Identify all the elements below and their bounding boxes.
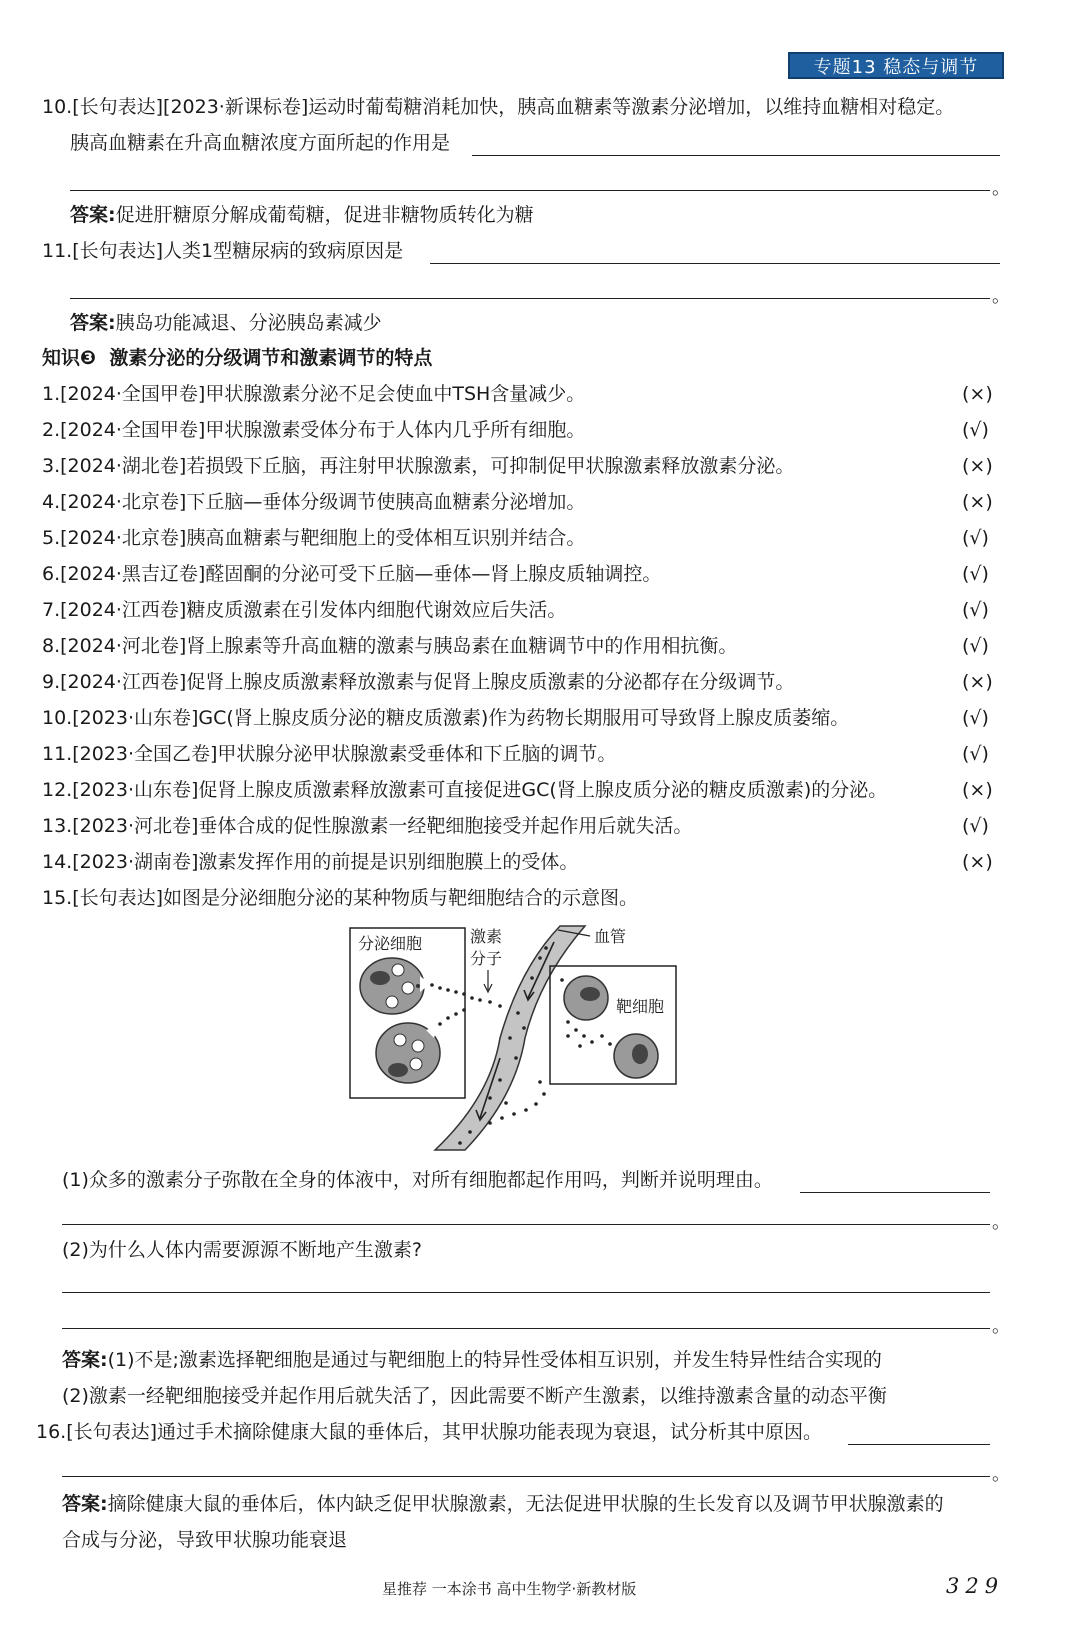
q15-sub2: (2)为什么人体内需要源源不断地产生激素?: [62, 1239, 422, 1261]
q16-end-mark: 。: [992, 1464, 1010, 1485]
q15-answer-text-1: (1)不是;激素选择靶细胞是通过与靶细胞上的特异性受体相互识别，并发生特异性结合实现的: [107, 1349, 882, 1371]
section-heading: [42, 346, 432, 370]
q15-stem: 15.[长句表达]如图是分泌细胞分泌的某种物质与靶细胞结合的示意图。: [42, 887, 639, 909]
judgment-mark: (√): [962, 743, 989, 765]
q15-sub2-blank-2[interactable]: [62, 1328, 990, 1329]
judgment-mark: (√): [962, 635, 989, 657]
vessel-label: 血管: [594, 927, 627, 946]
secretory-cell-icon: [376, 1023, 440, 1083]
q10-answer-blank-1[interactable]: [472, 155, 1000, 156]
secretory-cell-label: 分泌细胞: [358, 934, 423, 953]
q10-long-line1: 10.[长句表达][2023·新课标卷]运动时葡萄糖消耗加快，胰高血糖素等激素分泌增加，以维持血糖相对稳定。: [42, 96, 955, 118]
q11-end-mark: 。: [992, 286, 1010, 307]
q16-answer-label: 答案:: [62, 1493, 108, 1515]
judgment-mark: (√): [962, 419, 989, 441]
target-cell-icon: [564, 976, 608, 1020]
judgment-item: 10.[2023·山东卷]GC(肾上腺皮质分泌的糖皮质激素)作为药物长期服用可导致肾上腺皮质萎缩。: [42, 707, 850, 729]
judgment-item: 12.[2023·山东卷]促肾上腺皮质激素释放激素可直接促进GC(肾上腺皮质分泌的糖皮质激素)的分泌。: [42, 779, 888, 801]
target-cell-icon: [614, 1034, 658, 1078]
q16-answer-2: 合成与分泌，导致甲状腺功能衰退: [62, 1529, 348, 1551]
q15-sub1: (1)众多的激素分子弥散在全身的体液中，对所有细胞都起作用吗，判断并说明理由。: [62, 1169, 773, 1191]
q10-answer-label: 答案:: [70, 204, 116, 226]
judgment-mark: (×): [962, 455, 993, 477]
judgment-mark: (√): [962, 707, 989, 729]
q10-answer-blank-2[interactable]: [70, 190, 990, 191]
judgment-item: 1.[2024·全国甲卷]甲状腺激素分泌不足会使血中TSH含量减少。: [42, 383, 586, 405]
hormone-label-line2: 分子: [470, 949, 503, 968]
judgment-item: 11.[2023·全国乙卷]甲状腺分泌甲状腺激素受垂体和下丘脑的调节。: [42, 743, 617, 765]
q11-answer: [70, 311, 382, 335]
q11-answer-text: 胰岛功能减退、分泌胰岛素减少: [115, 312, 382, 334]
judgment-mark: (√): [962, 599, 989, 621]
judgment-mark: (√): [962, 527, 989, 549]
hormone-target-diagram: [340, 918, 720, 1154]
judgment-item: 8.[2024·河北卷]肾上腺素等升高血糖的激素与胰岛素在血糖调节中的作用相抗衡。: [42, 635, 738, 657]
judgment-item: 7.[2024·江西卷]糖皮质激素在引发体内细胞代谢效应后失活。: [42, 599, 567, 621]
section-label: 知识❸: [42, 347, 97, 369]
q15-sub2-blank-1[interactable]: [62, 1292, 990, 1293]
judgment-mark: (×): [962, 779, 993, 801]
judgment-mark: (√): [962, 563, 989, 585]
q11-answer-blank-2[interactable]: [70, 298, 990, 299]
judgment-mark: (×): [962, 851, 993, 873]
footer-text: 星推荐 一本涂书 高中生物学·新教材版: [382, 1580, 637, 1598]
q15-sub1-blank-1[interactable]: [800, 1192, 990, 1193]
q16-blank-1[interactable]: [848, 1444, 990, 1445]
q16-answer-text-1: 摘除健康大鼠的垂体后，体内缺乏促甲状腺激素，无法促进甲状腺的生长发育以及调节甲状腺激素的: [107, 1493, 944, 1515]
judgment-mark: (×): [962, 491, 993, 513]
judgment-item: 4.[2024·北京卷]下丘脑—垂体分级调节使胰高血糖素分泌增加。: [42, 491, 586, 513]
q15-sub2-end-mark: 。: [992, 1316, 1010, 1337]
q15-sub1-blank-2[interactable]: [62, 1224, 990, 1225]
q15-sub1-end-mark: 。: [992, 1212, 1010, 1233]
section-title: 激素分泌的分级调节和激素调节的特点: [109, 347, 433, 369]
page-number: 329: [946, 1574, 1005, 1598]
judgment-mark: (√): [962, 815, 989, 837]
q15-answer-label: 答案:: [62, 1349, 108, 1371]
judgment-item: 5.[2024·北京卷]胰高血糖素与靶细胞上的受体相互识别并结合。: [42, 527, 586, 549]
hormone-label-line1: 激素: [470, 927, 503, 946]
target-cell-label: 靶细胞: [616, 997, 665, 1016]
q16-blank-2[interactable]: [62, 1476, 990, 1477]
judgment-mark: (×): [962, 383, 993, 405]
judgment-item: 2.[2024·全国甲卷]甲状腺激素受体分布于人体内几乎所有细胞。: [42, 419, 586, 441]
q10-answer-text: 促进肝糖原分解成葡萄糖，促进非糖物质转化为糖: [115, 204, 534, 226]
topic-header: 专题13 稳态与调节: [788, 52, 1004, 79]
q11-long-line1: 11.[长句表达]人类1型糖尿病的致病原因是: [42, 240, 404, 262]
judgment-item: 13.[2023·河北卷]垂体合成的促性腺激素一经靶细胞接受并起作用后就失活。: [42, 815, 693, 837]
q16-answer-1: [62, 1492, 944, 1516]
q16-stem: 16.[长句表达]通过手术摘除健康大鼠的垂体后，其甲状腺功能表现为衰退，试分析其中原因。: [36, 1421, 823, 1443]
q10-long-line2: 胰高血糖素在升高血糖浓度方面所起的作用是: [70, 132, 451, 154]
judgment-item: 14.[2023·湖南卷]激素发挥作用的前提是识别细胞膜上的受体。: [42, 851, 579, 873]
q15-answer-2: (2)激素一经靶细胞接受并起作用后就失活了，因此需要不断产生激素，以维持激素含量的动态平衡: [62, 1385, 887, 1407]
judgment-item: 6.[2024·黑吉辽卷]醛固酮的分泌可受下丘脑—垂体—肾上腺皮质轴调控。: [42, 563, 662, 585]
judgment-item: 3.[2024·湖北卷]若损毁下丘脑，再注射甲状腺激素，可抑制促甲状腺激素释放激素分泌。: [42, 455, 795, 477]
judgment-mark: (×): [962, 671, 993, 693]
q11-answer-blank-1[interactable]: [430, 263, 1000, 264]
q10-answer: [70, 203, 534, 227]
q15-answer-1: [62, 1348, 882, 1372]
q10-end-mark: 。: [992, 178, 1010, 199]
q11-answer-label: 答案:: [70, 312, 116, 334]
secretory-cell-icon: [360, 958, 430, 1014]
judgment-item: 9.[2024·江西卷]促肾上腺皮质激素释放激素与促肾上腺皮质激素的分泌都存在分级调节。: [42, 671, 795, 693]
